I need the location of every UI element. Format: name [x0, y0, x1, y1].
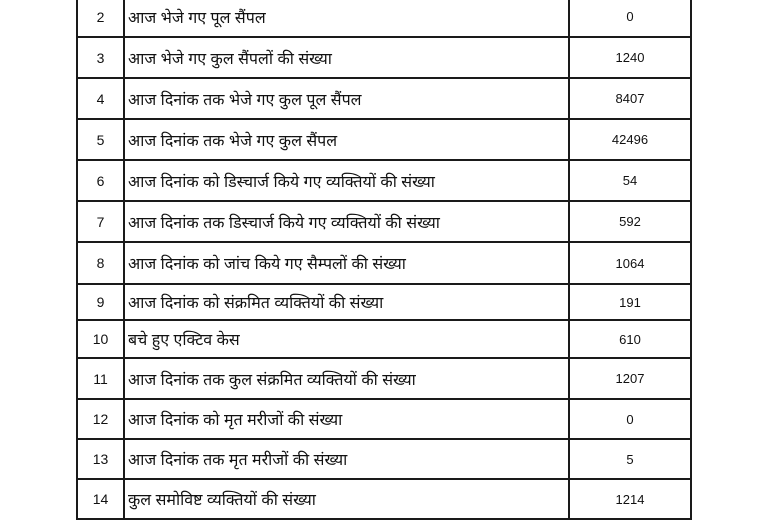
table-row: [77, 479, 691, 519]
serial-number-cell: 4: [77, 78, 124, 119]
value-cell: 42496: [569, 119, 691, 160]
value-cell: 592: [569, 201, 691, 242]
description-cell: आज दिनांक को डिस्चार्ज किये गए व्यक्तियों की संख्या: [124, 160, 569, 201]
description-cell: आज दिनांक को मृत मरीजों की संख्या: [124, 399, 569, 439]
value-cell: 1207: [569, 358, 691, 399]
serial-number-cell: 2: [77, 0, 124, 37]
serial-number-cell: 13: [77, 439, 124, 479]
description-cell: आज भेजे गए पूल सैंपल: [124, 0, 569, 37]
value-cell: 191: [569, 284, 691, 320]
description-cell: आज दिनांक तक कुल संक्रमित व्यक्तियों की संख्या: [124, 358, 569, 399]
table-row: [77, 201, 691, 242]
description-cell: आज दिनांक तक डिस्चार्ज किये गए व्यक्तियों की संख्या: [124, 201, 569, 242]
table-row: [77, 0, 691, 37]
description-cell: आज दिनांक को संक्रमित व्यक्तियों की संख्या: [124, 284, 569, 320]
table-row: [77, 399, 691, 439]
serial-number-cell: 11: [77, 358, 124, 399]
table-row: [77, 284, 691, 320]
serial-number-cell: 10: [77, 320, 124, 358]
serial-number-cell: 6: [77, 160, 124, 201]
table-row: [77, 37, 691, 78]
table-row: [77, 119, 691, 160]
table-row: [77, 242, 691, 284]
table-row: [77, 439, 691, 479]
covid-statistics-table: [76, 0, 692, 520]
description-cell: आज दिनांक तक भेजे गए कुल सैंपल: [124, 119, 569, 160]
table-row: [77, 78, 691, 119]
table-row: [77, 358, 691, 399]
table-body: [77, 0, 691, 519]
serial-number-cell: 3: [77, 37, 124, 78]
value-cell: 0: [569, 0, 691, 37]
description-cell: कुल समोविष्ट व्यक्तियों की संख्या: [124, 479, 569, 519]
value-cell: 1214: [569, 479, 691, 519]
description-cell: बचे हुए एक्टिव केस: [124, 320, 569, 358]
value-cell: 1240: [569, 37, 691, 78]
serial-number-cell: 7: [77, 201, 124, 242]
value-cell: 54: [569, 160, 691, 201]
serial-number-cell: 8: [77, 242, 124, 284]
serial-number-cell: 5: [77, 119, 124, 160]
value-cell: 0: [569, 399, 691, 439]
description-cell: आज दिनांक तक भेजे गए कुल पूल सैंपल: [124, 78, 569, 119]
description-cell: आज दिनांक को जांच किये गए सैम्पलों की संख्या: [124, 242, 569, 284]
description-cell: आज भेजे गए कुल सैंपलों की संख्या: [124, 37, 569, 78]
description-cell: आज दिनांक तक मृत मरीजों की संख्या: [124, 439, 569, 479]
table-row: [77, 320, 691, 358]
table-row: [77, 160, 691, 201]
serial-number-cell: 14: [77, 479, 124, 519]
serial-number-cell: 9: [77, 284, 124, 320]
serial-number-cell: 12: [77, 399, 124, 439]
value-cell: 610: [569, 320, 691, 358]
value-cell: 8407: [569, 78, 691, 119]
value-cell: 5: [569, 439, 691, 479]
value-cell: 1064: [569, 242, 691, 284]
